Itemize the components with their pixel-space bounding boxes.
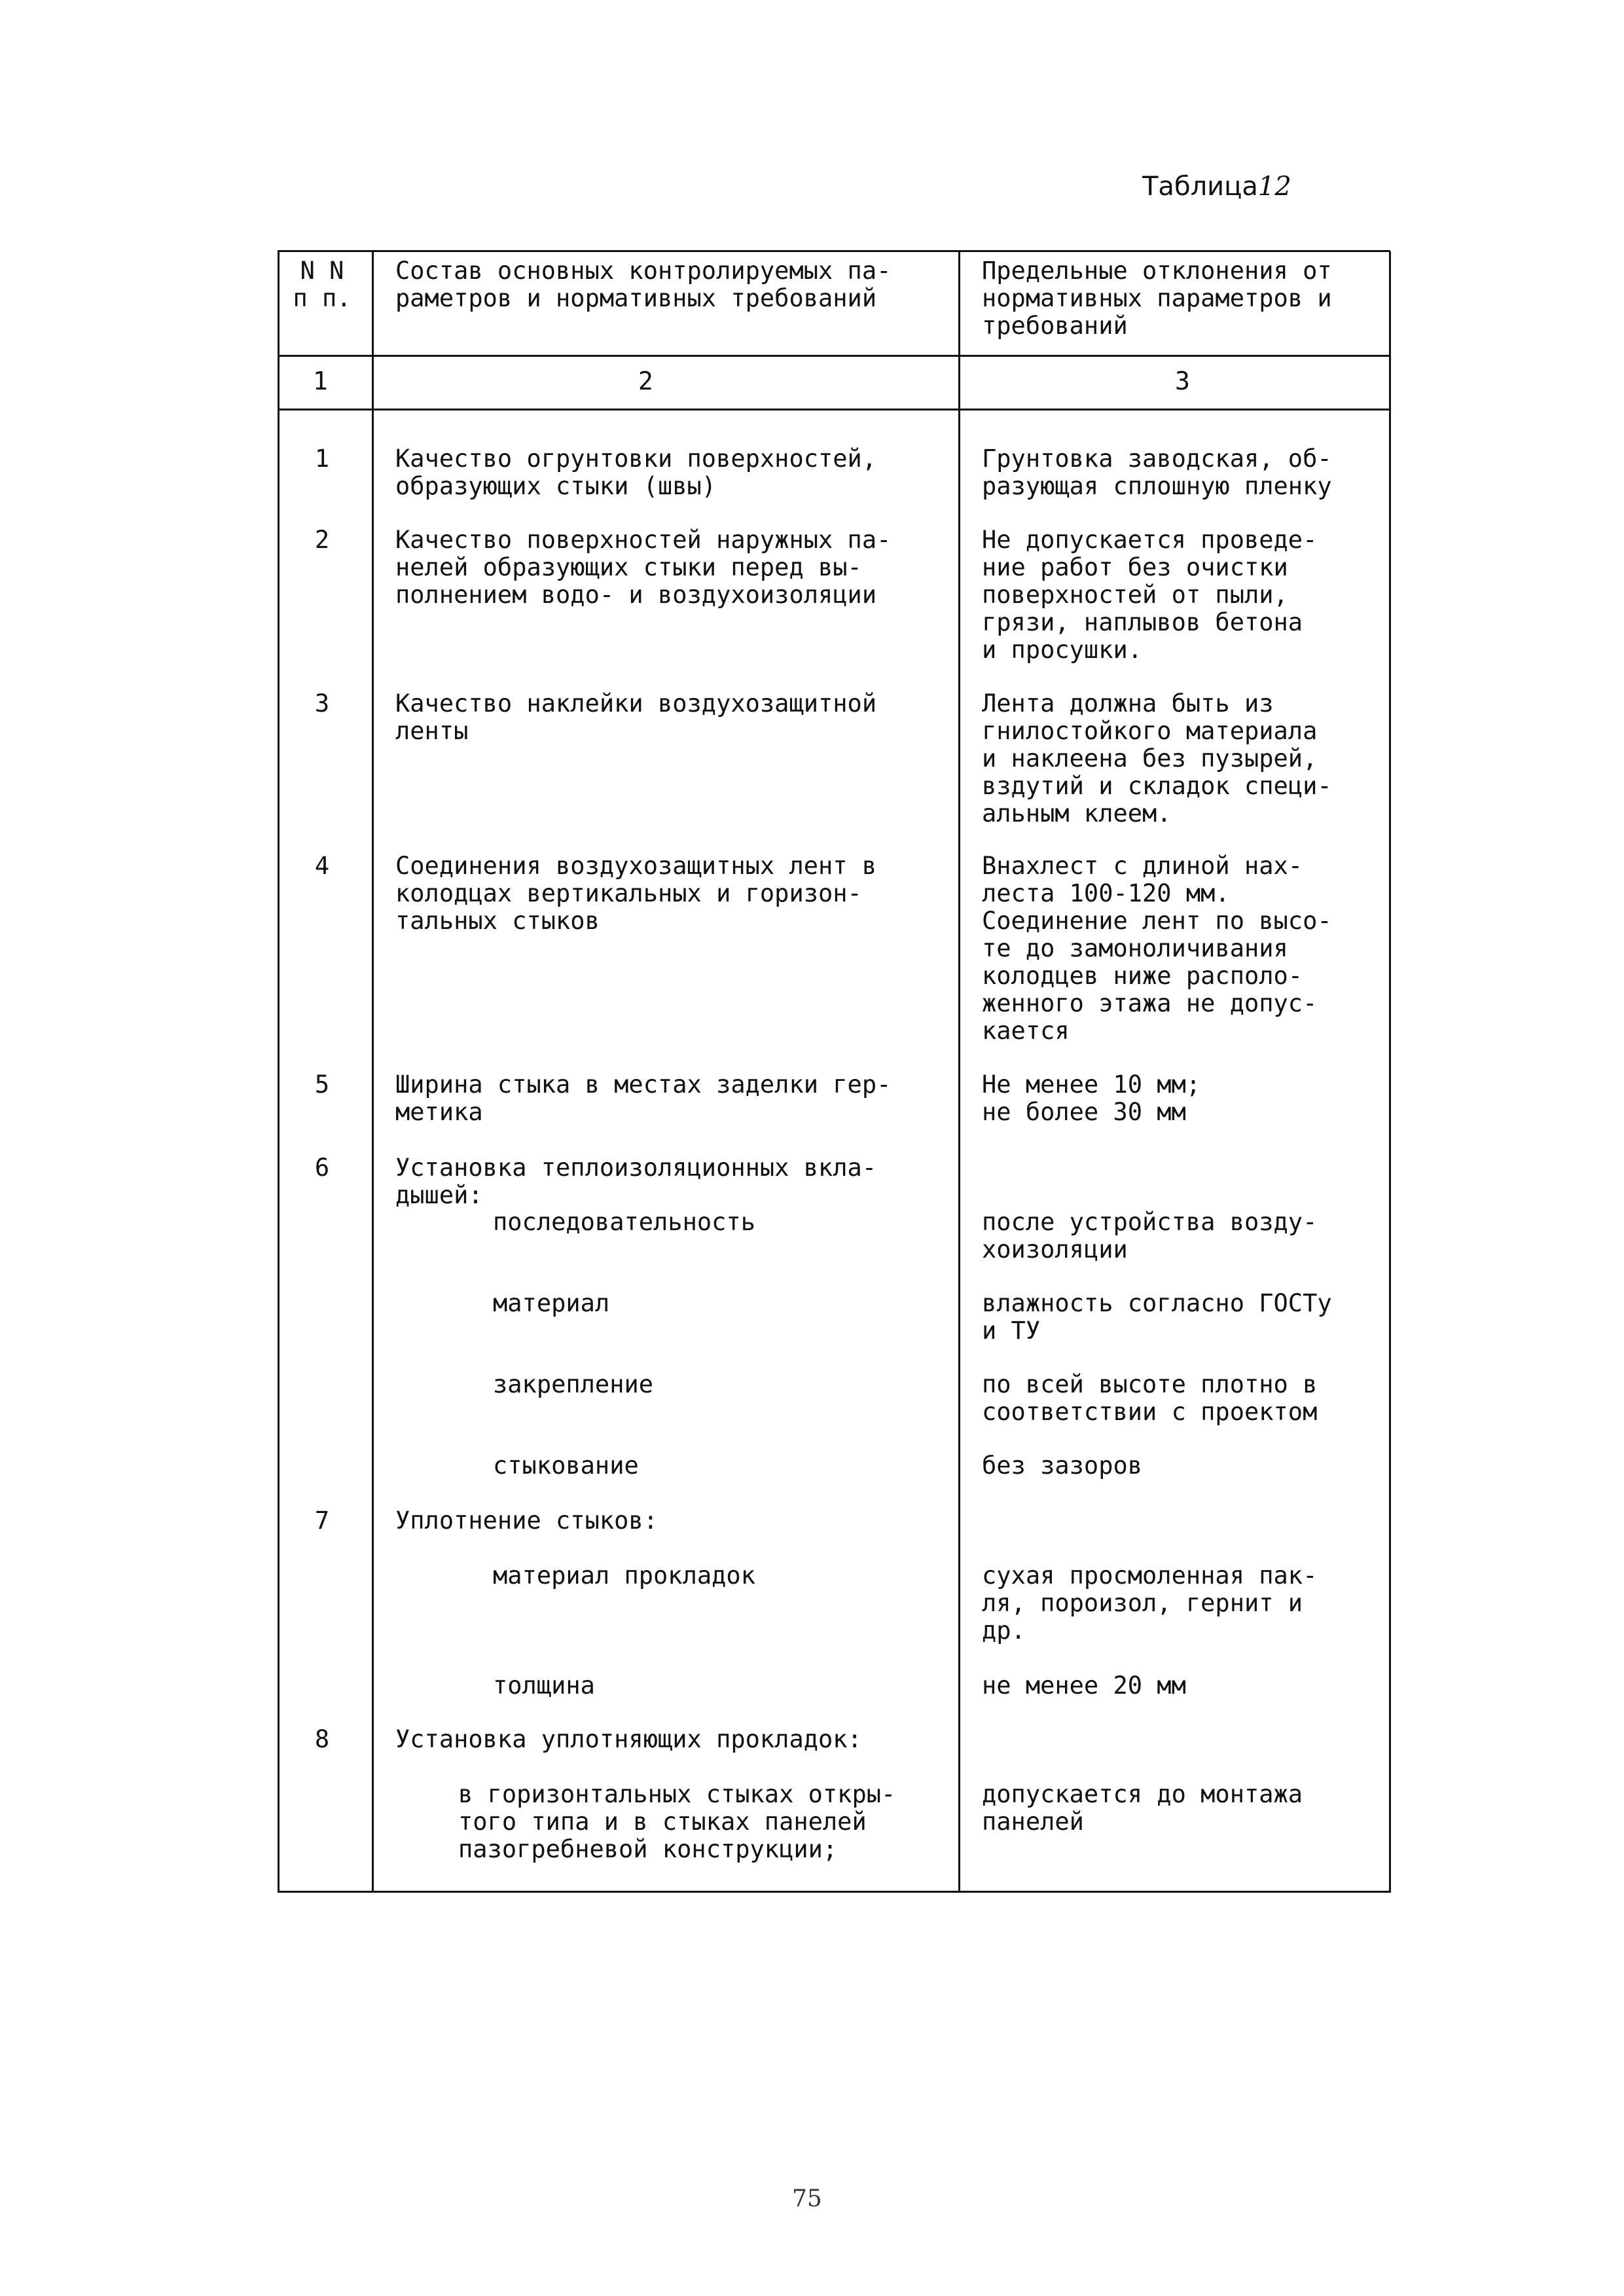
row-number: 4 (314, 852, 330, 880)
row-subparameter: в горизонтальных стыках откры- того типа и в стыках панелей пазогребневой конструкции; (458, 1780, 896, 1863)
column-number-3: 3 (1175, 367, 1190, 395)
table-caption (1142, 172, 1291, 202)
row-number: 3 (314, 689, 330, 718)
row-tolerance: Лента должна быть из гнилостойкого материала и наклеена без пузырей, вздутий и складок специ- альным клеем. (982, 689, 1332, 828)
row-tolerance: Внахлест с длиной нах- леста 100-120 мм. Соединение лент по высо- те до замоноличивания колодцев ниже располо- женного этажа не допус- кается (982, 852, 1332, 1045)
column-number-divider (278, 409, 1391, 410)
column-number-2: 2 (638, 367, 653, 395)
header-tolerances: Предельные отклонения от нормативных параметров и требований (982, 257, 1332, 340)
row-subparameter: стыкование (493, 1451, 639, 1480)
header-number: N N п п. (293, 257, 352, 312)
row-number: 5 (314, 1070, 330, 1099)
row-parameter: Качество поверхностей наружных па- нелей образующих стыки перед вы- полнением водо- и воздухоизоляции (395, 526, 892, 609)
row-tolerance: Не допускается проведе- ние работ без очистки поверхностей от пыли, грязи, наплывов бетона и просушки. (982, 526, 1318, 664)
row-subparameter: материал (493, 1289, 610, 1317)
row-parameter: Ширина стыка в местах заделки гер- метика (395, 1070, 892, 1126)
row-tolerance: без зазоров (982, 1451, 1143, 1480)
column-divider-2 (958, 251, 960, 1893)
caption-label: Таблица (1142, 172, 1258, 202)
row-subparameter: последовательность (493, 1208, 755, 1236)
row-tolerance: допускается до монтажа панелей (982, 1780, 1303, 1836)
row-parameter: Качество огрунтовки поверхностей, образующих стыки (швы) (395, 445, 877, 500)
row-number: 1 (314, 445, 330, 473)
row-tolerance: по всей высоте плотно в соответствии с проектом (982, 1370, 1318, 1426)
row-tolerance: сухая просмоленная пак- ля, пороизол, гернит и др. (982, 1561, 1318, 1645)
row-number: 6 (314, 1154, 330, 1182)
row-number: 7 (314, 1506, 330, 1535)
row-parameter: Уплотнение стыков: (395, 1506, 658, 1535)
row-parameter: Установка уплотняющих прокладок: (395, 1725, 862, 1753)
row-tolerance: влажность согласно ГОСТу и ТУ (982, 1289, 1332, 1345)
row-tolerance: Не менее 10 мм; не более 30 мм (982, 1070, 1201, 1126)
caption-number: 12 (1257, 172, 1291, 202)
column-divider-1 (372, 251, 374, 1893)
header-parameters: Состав основных контролируемых па- раметров и нормативных требований (395, 257, 892, 312)
row-subparameter: толщина (493, 1671, 595, 1700)
row-number: 2 (314, 526, 330, 554)
row-tolerance: не менее 20 мм (982, 1671, 1186, 1700)
page-number: 75 (792, 2185, 822, 2212)
row-subparameter: материал прокладок (493, 1561, 755, 1590)
row-tolerance: Грунтовка заводская, об- разующая сплошную пленку (982, 445, 1332, 500)
row-parameter: Соединения воздухозащитных лент в колодцах вертикальных и горизон- тальных стыков (395, 852, 877, 935)
column-number-1: 1 (313, 367, 328, 395)
row-parameter: Качество наклейки воздухозащитной ленты (395, 689, 877, 745)
header-divider (278, 355, 1391, 357)
row-number: 8 (314, 1725, 330, 1753)
row-tolerance: после устройства возду- хоизоляции (982, 1208, 1318, 1264)
row-subparameter: закрепление (493, 1370, 654, 1398)
row-parameter: Установка теплоизоляционных вкла- дышей: (395, 1154, 877, 1209)
